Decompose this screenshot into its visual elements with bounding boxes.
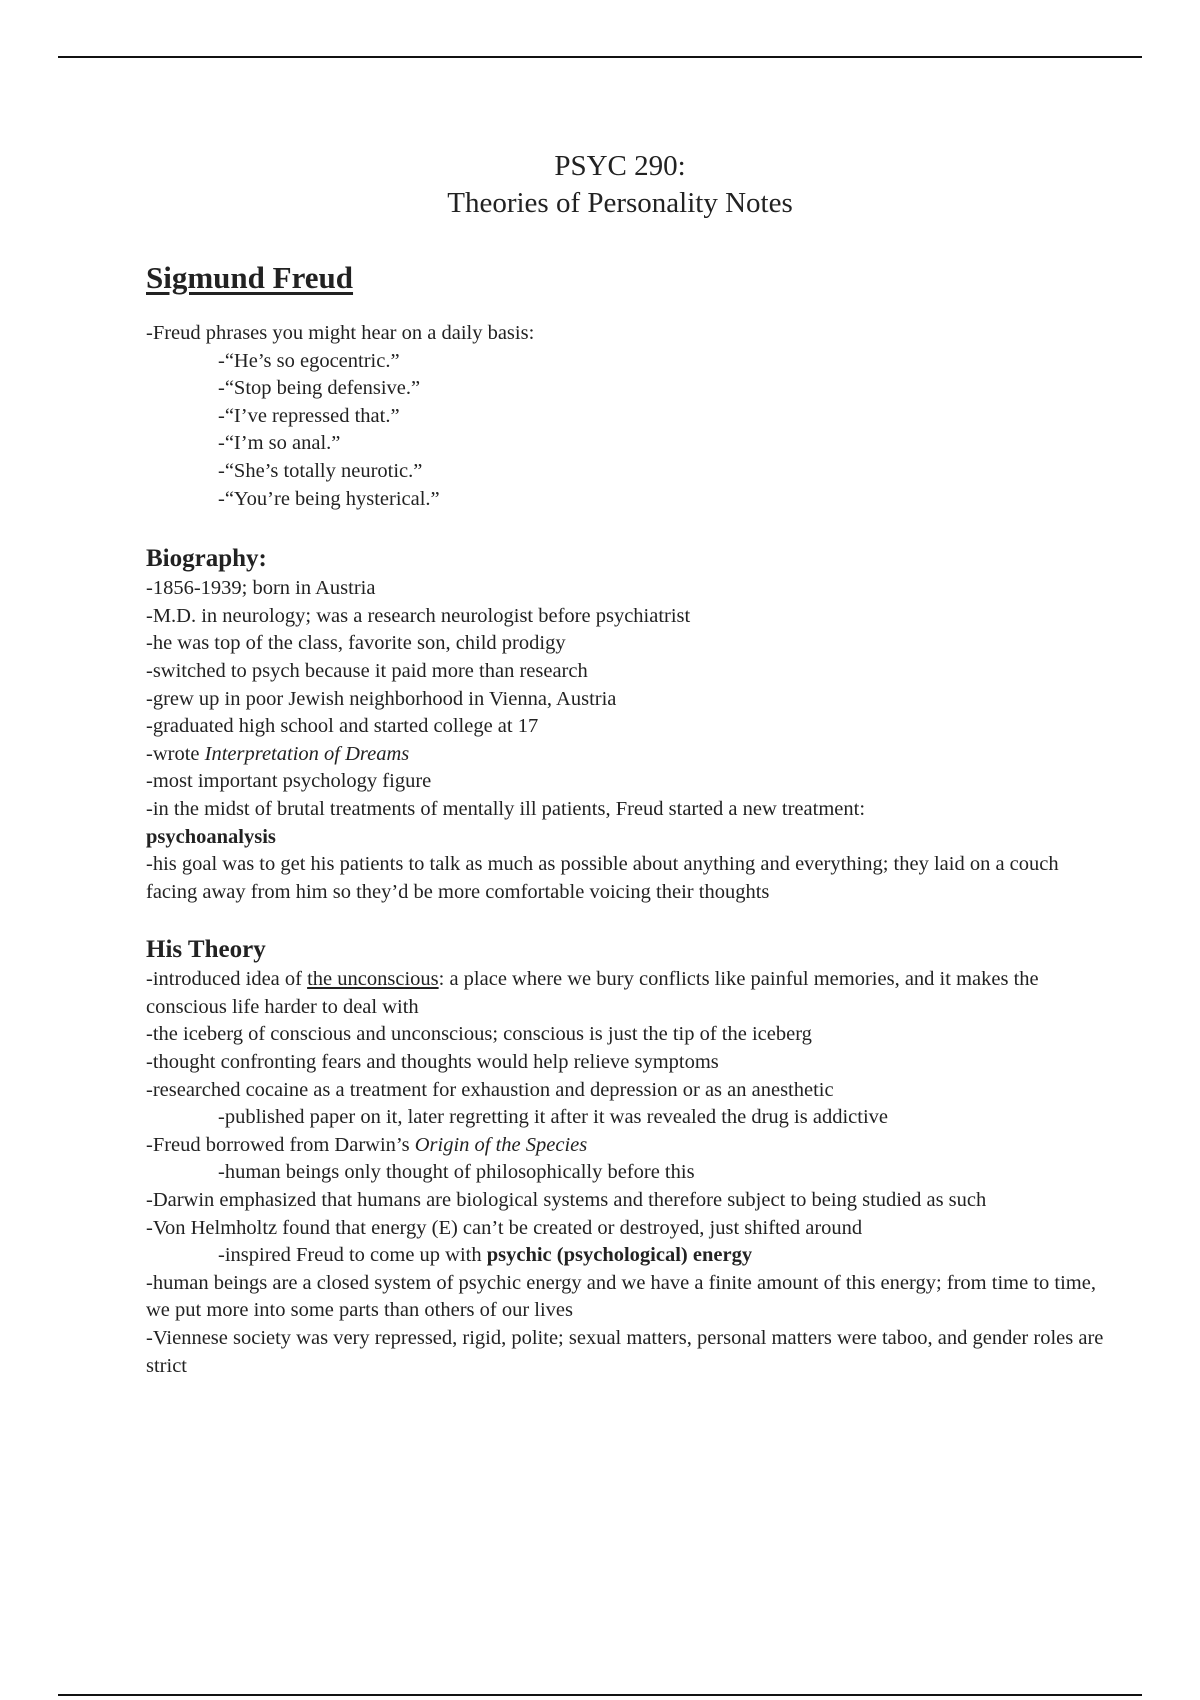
theory-unconscious bbox=[146, 966, 1106, 1021]
book-title-dreams: Interpretation of Dreams bbox=[204, 742, 410, 765]
theory-helmholtz-sub bbox=[146, 1242, 1106, 1270]
bio-line: -grew up in poor Jewish neighborhood in Vienna, Austria bbox=[146, 687, 617, 710]
bio-treatment: -in the midst of brutal treatments of mentally ill patients, Freud started a new treatment: bbox=[146, 797, 866, 820]
bio-wrote-prefix: -wrote bbox=[146, 742, 205, 765]
theory-line: -researched cocaine as a treatment for exhaustion and depression or as an anesthetic bbox=[146, 1078, 834, 1101]
bio-line: -graduated high school and started college at 17 bbox=[146, 715, 539, 738]
bio-goal: -his goal was to get his patients to talk as much as possible about anything and everything; they laid on a couch facing away from him so they’d be more comfortable voicing their thoughts bbox=[146, 853, 1059, 903]
section-heading-freud: Sigmund Freud bbox=[146, 260, 354, 295]
theory-unconscious-prefix: -introduced idea of bbox=[146, 968, 308, 991]
theory-heading: His Theory bbox=[146, 936, 266, 964]
phrase-item: -“She’s totally neurotic.” bbox=[218, 459, 423, 482]
bio-wrote-line bbox=[146, 741, 1106, 769]
theory-line: -Darwin emphasized that humans are biological systems and therefore subject to being studied as such bbox=[146, 1189, 987, 1212]
bio-line: -most important psychology figure bbox=[146, 770, 432, 793]
theory-line: -human beings are a closed system of psychic energy and we have a finite amount of this energy; from time to time, we put more into some parts than others of our lives bbox=[146, 1271, 1096, 1322]
phrase-item: -“He’s so egocentric.” bbox=[218, 349, 400, 372]
theory-line: -Viennese society was very repressed, rigid, polite; sexual matters, personal matters were taboo, and gender roles are strict bbox=[146, 1327, 1104, 1377]
theory-helmholtz-sub-prefix: -inspired Freud to come up with bbox=[218, 1244, 487, 1267]
theory-line: -thought confronting fears and thoughts would help relieve symptoms bbox=[146, 1051, 719, 1074]
title-course: PSYC 290: bbox=[554, 150, 686, 182]
theory-darwin-prefix: -Freud borrowed from Darwin’s bbox=[146, 1133, 415, 1156]
bottom-rule bbox=[58, 1694, 1142, 1696]
phrase-item: -“I’ve repressed that.” bbox=[218, 404, 400, 427]
theory-line: -Von Helmholtz found that energy (E) can’t be created or destroyed, just shifted around bbox=[146, 1216, 863, 1239]
book-title-origin: Origin of the Species bbox=[414, 1133, 588, 1156]
bio-line: -switched to psych because it paid more than research bbox=[146, 659, 588, 682]
phrase-item: -“You’re being hysterical.” bbox=[218, 487, 440, 510]
term-psychic-energy: psychic (psychological) energy bbox=[486, 1244, 753, 1267]
phrase-item: -“Stop being defensive.” bbox=[218, 377, 421, 400]
bio-line: -1856-1939; born in Austria bbox=[146, 577, 376, 600]
top-rule bbox=[58, 56, 1142, 58]
notes-body bbox=[146, 258, 1106, 1380]
title-subject: Theories of Personality Notes bbox=[447, 187, 793, 219]
term-unconscious: the unconscious bbox=[307, 968, 439, 991]
theory-subline: -published paper on it, later regretting it after it was revealed the drug is addictive bbox=[218, 1106, 888, 1129]
biography-heading: Biography: bbox=[146, 545, 267, 573]
bio-line: -M.D. in neurology; was a research neurologist before psychiatrist bbox=[146, 604, 691, 627]
theory-unconscious-rest: : a place where we bury conflicts like painful memories, and it makes the conscious life harder to deal with bbox=[146, 968, 1039, 1018]
page-title bbox=[0, 148, 1200, 222]
theory-subline: -human beings only thought of philosophically before this bbox=[218, 1161, 695, 1184]
theory-line: -the iceberg of conscious and unconscious; conscious is just the tip of the iceberg bbox=[146, 1023, 812, 1046]
theory-darwin bbox=[146, 1132, 1106, 1160]
phrases-intro: -Freud phrases you might hear on a daily basis: bbox=[146, 322, 535, 344]
phrase-item: -“I’m so anal.” bbox=[218, 432, 341, 455]
bio-line: -he was top of the class, favorite son, child prodigy bbox=[146, 632, 566, 655]
bio-treatment-term bbox=[146, 824, 1106, 852]
term-psychoanalysis: psychoanalysis bbox=[146, 825, 276, 848]
